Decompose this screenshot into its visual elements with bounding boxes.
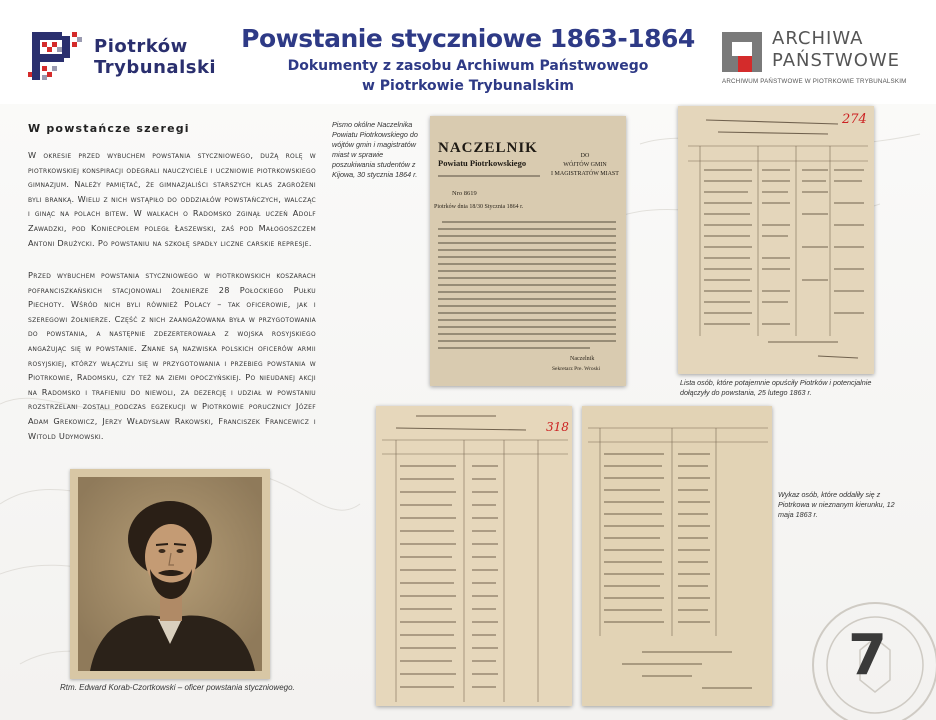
- document-register-page-2: [582, 406, 772, 706]
- portrait-image: [70, 469, 270, 679]
- doc1-address-2: WÓJTÓW GMIN: [563, 162, 607, 168]
- doc1-date: Piotrków dnia 18/30 Stycznia 1864 r.: [434, 204, 524, 210]
- section-heading: W powstańcze szeregi: [28, 122, 190, 135]
- archiwa-subtitle: ARCHIWUM PAŃSTWOWE W PIOTRKOWIE TRYBUNALSKIM: [722, 78, 907, 85]
- header: [0, 0, 936, 104]
- portrait-caption: Rtm. Edward Korab-Czortkowski – oficer powstania styczniowego.: [60, 683, 295, 692]
- archiwa-logo: [722, 26, 922, 90]
- doc2-handwritten-table: [678, 106, 874, 374]
- doc1-heading: NACZELNIK: [438, 140, 538, 156]
- page-title: Powstanie styczniowe 1863-1864: [241, 24, 695, 53]
- paragraph-2: Przed wybuchem powstania styczniowego w piotrkowskich koszarach pofranciszkańskich stacjonowali żołnierze 28 Połockiego Pułku Piechoty. Wśród nich byli również Polacy – tak oficerowie, jak i szeregowi żołnierze. Część z nich zaangażowana była w przygotowania do powstania, a następnie zdezerterowała z wojska rosyjskiego angażując się w powstanie. Znane są nazwiska polskich oficerów armii rosyjskiej, którzy włączyli się w przygotowania i przebieg powstania w Piotrkowie, Radomsku, czy też na ziemi opoczyńskiej. Po nieudanej akcji na Radomsko i trafieniu do niewoli, za dezercję i udział w powstaniu rozstrzelani zostali podczas egzekucji w Piotrkowie porucznicy Józef Adam Grekowicz, Jerzy Władysław Rakowski, Franciszek Francewicz i Witold Udymowski.: [28, 270, 316, 441]
- archiwa-logo-mark-icon: [722, 32, 762, 72]
- archiwa-line-1: ARCHIWA: [772, 28, 864, 49]
- piotrkow-logo-text: [94, 36, 216, 78]
- doc1-caption: Pismo okólne Naczelnika Powiatu Piotrkowskiego do wójtów gmin i magistratów miast w sprawie poszukiwania studentów z Kijowa, 30 stycznia 1864 r.: [332, 120, 418, 179]
- doc1-address-3: I MAGISTRATÓW MIAST: [551, 171, 619, 177]
- doc1-signature-title: Naczelnik: [570, 356, 595, 362]
- doc1-subheading: Powiatu Piotrkowskiego: [438, 158, 527, 168]
- doc34-caption: Wykaz osób, które oddaliły się z Piotrkowa w nieznanym kierunku, 12 maja 1863 r.: [778, 490, 895, 519]
- doc3-page-number: 318: [546, 420, 569, 434]
- document-list-of-persons: [678, 106, 874, 374]
- piotrkow-logo-mark-icon: [28, 28, 84, 84]
- logo-line-2: Trybunalski: [94, 57, 217, 78]
- doc1-signature-name: Sekretarz Pre. Wroski: [552, 366, 601, 372]
- subtitle-line-2: w Piotrkowie Trybunalskim: [361, 78, 574, 94]
- portrait-photo: [70, 469, 270, 679]
- archiwa-logo-text: [772, 28, 900, 72]
- archiwa-line-2: PAŃSTWOWE: [772, 50, 901, 71]
- title-block: [240, 24, 696, 96]
- doc1-printed-lines: [430, 116, 626, 386]
- doc2-page-number: 274: [842, 112, 867, 127]
- page-number: 7: [848, 623, 887, 688]
- doc1-address-1: DO: [580, 153, 590, 159]
- document-circular-letter: [430, 116, 626, 386]
- doc4-handwritten-table: [582, 406, 772, 706]
- doc3-handwritten-table: [376, 406, 572, 706]
- logo-line-1: Piotrków: [94, 36, 188, 57]
- subtitle-line-1: Dokumenty z zasobu Archiwum Państwowego: [287, 58, 649, 74]
- paragraph-1: W okresie przed wybuchem powstania styczniowego, dużą rolę w piotrkowskiej konspiracji odegrali nauczyciele i uczniowie piotrkowskiego gimnazjum. Należy pamiętać, że gimnazjaliści starszych klas zagrożeni byli branką. Wielu z nich wstąpiło do oddziałów powstańczych, walcząc i ginąc na polach bitew. W walkach o Radomsko zginął uczeń Adolf Zawadzki, pod Koniecpolem poległ Łaszewski, zaś pod Małogoszczem Antoni Drużycki. Po powstaniu na szkołę spadły liczne carskie represje.: [28, 150, 316, 248]
- doc2-caption: Lista osób, które potajemnie opuściły Piotrków i potencjalnie dołączyły do powstania, 25 lutego 1863 r.: [680, 378, 872, 397]
- document-register-page-1: [376, 406, 572, 706]
- piotrkow-logo: [28, 28, 228, 88]
- doc1-number: Nro 8619: [452, 190, 477, 197]
